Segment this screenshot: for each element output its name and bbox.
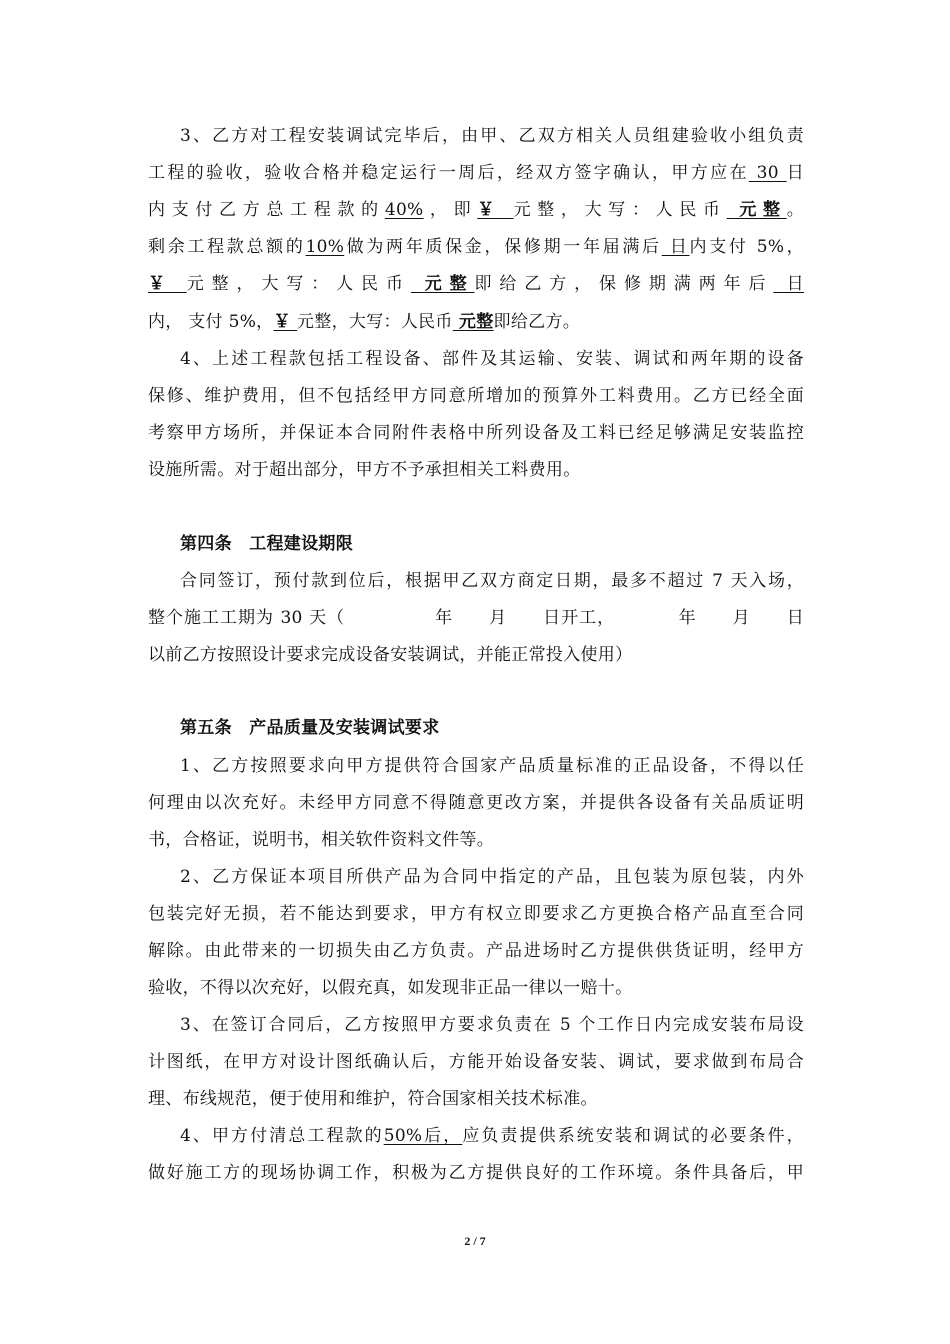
section-heading: 第五条 产品质量及安装调试要求 <box>180 718 440 738</box>
paragraph-line: 合同签订，预付款到位后，根据甲乙双方商定日期，最多不超过 7 天入场， <box>180 571 804 591</box>
paragraph-line: 2、乙方保证本项目所供产品为合同中指定的产品，且包装为原包装，内外 <box>180 867 804 887</box>
paragraph-line: 包装完好无损，若不能达到要求，甲方有权立即要求乙方更换合格产品直至合同 <box>148 904 804 924</box>
paragraph-line: 考察甲方场所，并保证本合同附件表格中所列设备及工料已经足够满足安装监控 <box>148 423 804 443</box>
paragraph-line: 4、甲方付清总工程款的50%后，应负责提供系统安装和调试的必要条件， <box>180 1126 804 1146</box>
paragraph-line: 3、在签订合同后，乙方按照甲方要求负责在 5 个工作日内完成安装布局设 <box>180 1015 804 1035</box>
paragraph-line: ￥ 元整，大写：人民币 元整即给乙方，保修期满两年后 日 <box>148 274 804 294</box>
paragraph-line: 设施所需。对于超出部分，甲方不予承担相关工料费用。 <box>148 460 581 480</box>
percent-value: 40% <box>384 200 424 220</box>
section-heading: 第四条 工程建设期限 <box>180 534 353 554</box>
paragraph-line: 计图纸，在甲方对设计图纸确认后，方能开始设备安装、调试，要求做到布局合 <box>148 1052 804 1072</box>
blank-amount: ￥ <box>148 274 187 294</box>
blank-amount: ￥ <box>273 312 298 332</box>
paragraph-line: 1、乙方按照要求向甲方提供符合国家产品质量标准的正品设备，不得以任 <box>180 756 804 776</box>
blank-amount-words: 元整 <box>452 312 494 332</box>
paragraph-line: 验收，不得以次充好，以假充真，如发现非正品一律以一赔十。 <box>148 978 633 998</box>
paragraph-line: 理、布线规范，便于使用和维护，符合国家相关技术标准。 <box>148 1089 598 1109</box>
percent-value: 10% <box>305 237 345 257</box>
blank-days: 30 <box>748 163 787 183</box>
paragraph-line: 4、上述工程款包括工程设备、部件及其运输、安装、调试和两年期的设备 <box>180 349 804 369</box>
paragraph-line: 解除。由此带来的一切损失由乙方负责。产品进场时乙方提供供货证明，经甲方 <box>148 941 804 961</box>
blank-amount-words: 元整 <box>410 274 475 294</box>
blank-amount-words: 元整 <box>726 200 787 220</box>
paragraph-line: 何理由以次充好。未经甲方同意不得随意更改方案，并提供各设备有关品质证明 <box>148 793 804 813</box>
blank-days: 日 <box>773 274 804 294</box>
paragraph-line: 内支付乙方总工程款的40%，即￥ 元整，大写：人民币 元整。 <box>148 200 804 220</box>
percent-value: 50%后， <box>383 1126 463 1146</box>
paragraph-line: 整个施工工期为 30 天（ 年 月 日开工， 年 月 日 <box>148 608 804 628</box>
page-number: 2 / 7 <box>464 1234 486 1248</box>
paragraph-line: 3、乙方对工程安装调试完毕后，由甲、乙双方相关人员组建验收小组负责 <box>180 126 804 146</box>
blank-days: 日 <box>661 237 690 257</box>
paragraph-line: 工程的验收，验收合格并稳定运行一周后，经双方签字确认，甲方应在 30 日 <box>148 163 804 183</box>
blank-amount: ￥ <box>477 200 514 220</box>
paragraph-line: 书，合格证，说明书，相关软件资料文件等。 <box>148 830 494 850</box>
paragraph-line: 做好施工方的现场协调工作，积极为乙方提供良好的工作环境。条件具备后，甲 <box>148 1163 804 1183</box>
paragraph-line: 内， 支付 5%，￥ 元整，大写：人民币 元整即给乙方。 <box>148 312 581 332</box>
paragraph-line: 剩余工程款总额的10%做为两年质保金，保修期一年届满后 日内支付 5%， <box>148 237 804 257</box>
paragraph-line: 以前乙方按照设计要求完成设备安装调试，并能正常投入使用） <box>148 645 633 665</box>
paragraph-line: 保修、维护费用，但不包括经甲方同意所增加的预算外工料费用。乙方已经全面 <box>148 386 804 406</box>
